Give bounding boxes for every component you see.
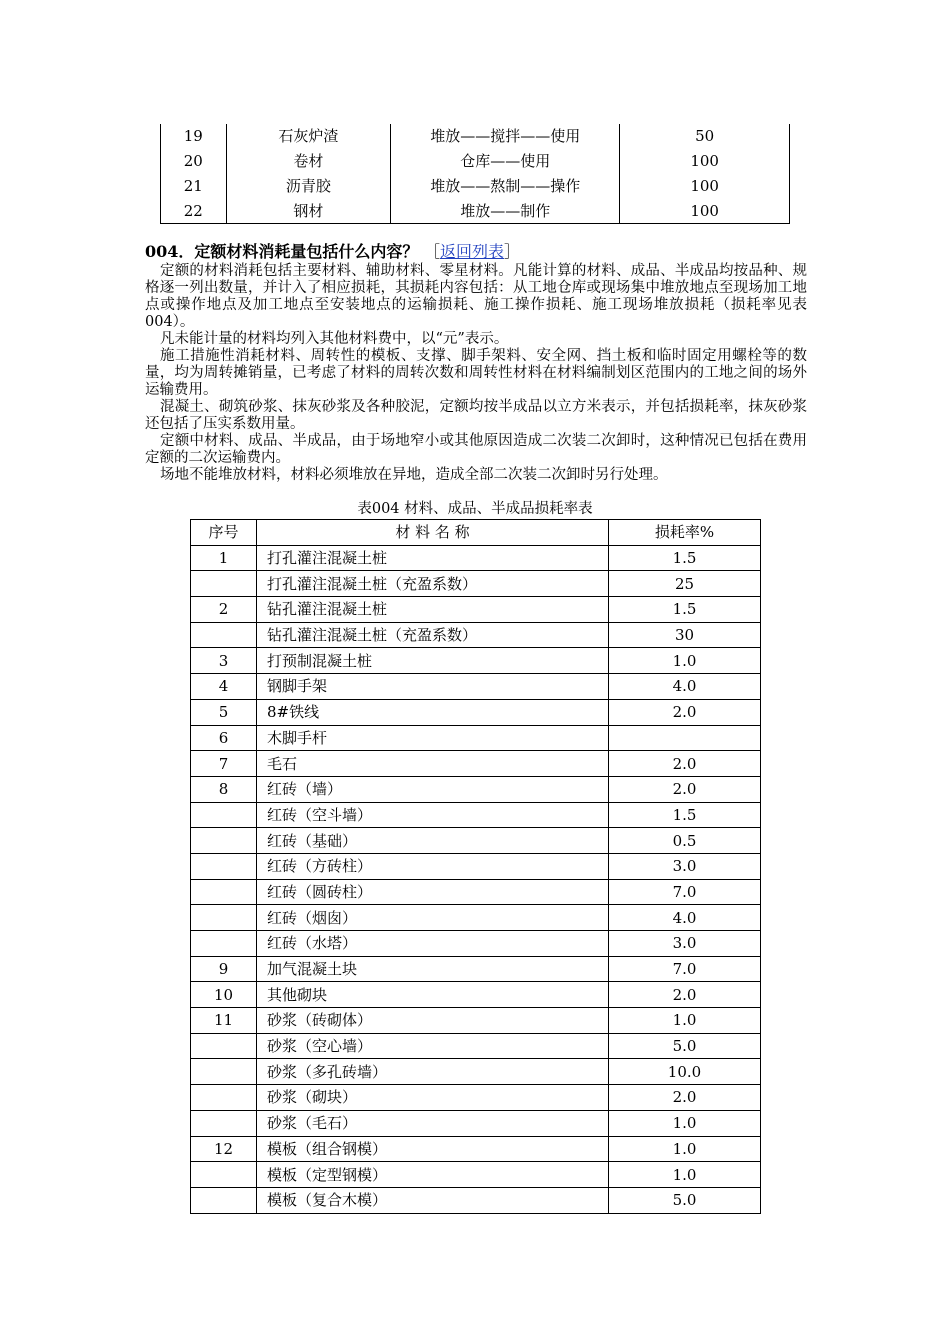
cell-material: 石灰炉渣 — [226, 124, 391, 149]
cell-no — [191, 931, 257, 957]
paragraph: 施工措施性消耗材料、周转性的模板、支撑、脚手架料、安全网、挡土板和临时固定用螺栓等的数量，均为周转摊销量，已考虑了材料的周转次数和周转性材料在材料编制划区范围内的工地之间的场外运输费用。 — [145, 348, 807, 398]
back-to-list-link[interactable]: 返回列表 — [440, 242, 505, 261]
cell-no: 22 — [161, 198, 227, 223]
header-no: 序号 — [191, 520, 257, 546]
table-row — [161, 198, 790, 223]
cell-no — [191, 1033, 257, 1059]
cell-rate: 1.0 — [609, 1162, 761, 1188]
header-rate: 损耗率% — [609, 520, 761, 546]
cell-name: 红砖（基础） — [257, 828, 609, 854]
table-row — [191, 1059, 761, 1085]
cell-name: 打预制混凝土桩 — [257, 648, 609, 674]
table-row — [191, 622, 761, 648]
cell-no: 4 — [191, 674, 257, 700]
table-row — [191, 931, 761, 957]
table-row — [191, 1136, 761, 1162]
cell-no: 12 — [191, 1136, 257, 1162]
cell-rate: 2.0 — [609, 776, 761, 802]
cell-rate: 100 — [620, 174, 790, 199]
table-row — [191, 1162, 761, 1188]
cell-rate: 2.0 — [609, 982, 761, 1008]
table-row — [191, 879, 761, 905]
cell-rate: 5.0 — [609, 1187, 761, 1213]
table-row — [191, 1008, 761, 1034]
cell-no — [191, 1085, 257, 1111]
question-heading — [145, 241, 520, 263]
cell-name: 砂浆（砖砌体） — [257, 1008, 609, 1034]
cell-name: 模板（定型钢模） — [257, 1162, 609, 1188]
cell-no — [191, 853, 257, 879]
table-row — [191, 597, 761, 623]
cell-name: 钢脚手架 — [257, 674, 609, 700]
cell-no — [191, 802, 257, 828]
cell-no: 10 — [191, 982, 257, 1008]
bracket-open: ［ — [423, 242, 440, 261]
table-row — [191, 674, 761, 700]
table-row — [191, 725, 761, 751]
body-text — [145, 263, 807, 484]
cell-material: 钢材 — [226, 198, 391, 223]
cell-rate: 2.0 — [609, 751, 761, 777]
cell-no — [191, 1162, 257, 1188]
paragraph: 场地不能堆放材料，材料必须堆放在异地，造成全部二次装二次卸时另行处理。 — [160, 467, 668, 483]
cell-name: 8#铁线 — [257, 699, 609, 725]
table-row — [191, 751, 761, 777]
transport-loss-table — [160, 124, 790, 224]
cell-rate: 3.0 — [609, 853, 761, 879]
cell-no: 9 — [191, 956, 257, 982]
cell-no: 21 — [161, 174, 227, 199]
cell-no — [191, 1187, 257, 1213]
cell-no — [191, 571, 257, 597]
cell-rate: 4.0 — [609, 905, 761, 931]
cell-rate: 1.0 — [609, 1110, 761, 1136]
cell-name: 木脚手杆 — [257, 725, 609, 751]
loss-rate-table — [190, 519, 761, 1214]
cell-name: 毛石 — [257, 751, 609, 777]
cell-no: 11 — [191, 1008, 257, 1034]
cell-name: 模板（复合木模） — [257, 1187, 609, 1213]
cell-rate — [609, 725, 761, 751]
cell-no: 3 — [191, 648, 257, 674]
cell-rate: 4.0 — [609, 674, 761, 700]
cell-rate: 100 — [620, 198, 790, 223]
table-row — [161, 149, 790, 174]
paragraph: 混凝土、砌筑砂浆、抹灰砂浆及各种胶泥，定额均按半成品以立方米表示，并包括损耗率，抹灰砂浆还包括了压实系数用量。 — [145, 399, 807, 432]
cell-rate: 1.0 — [609, 1008, 761, 1034]
paragraph: 凡未能计量的材料均列入其他材料费中，以“元”表示。 — [160, 331, 509, 347]
cell-name: 红砖（烟囱） — [257, 905, 609, 931]
cell-name: 钻孔灌注混凝土桩（充盈系数） — [257, 622, 609, 648]
cell-rate: 10.0 — [609, 1059, 761, 1085]
cell-name: 打孔灌注混凝土桩（充盈系数） — [257, 571, 609, 597]
cell-rate: 25 — [609, 571, 761, 597]
table-header-row — [191, 520, 761, 546]
table-row — [191, 1110, 761, 1136]
cell-no — [191, 879, 257, 905]
cell-no: 2 — [191, 597, 257, 623]
cell-rate: 1.0 — [609, 648, 761, 674]
cell-rate: 7.0 — [609, 879, 761, 905]
table-row — [191, 648, 761, 674]
table-row — [191, 699, 761, 725]
table-caption: 表004 材料、成品、半成品损耗率表 — [357, 501, 593, 517]
cell-rate: 50 — [620, 124, 790, 149]
table-row — [161, 124, 790, 149]
cell-name: 砂浆（多孔砖墙） — [257, 1059, 609, 1085]
cell-rate: 1.5 — [609, 545, 761, 571]
cell-material: 卷材 — [226, 149, 391, 174]
table-row — [191, 1187, 761, 1213]
table-row — [191, 828, 761, 854]
cell-material: 沥青胶 — [226, 174, 391, 199]
cell-name: 模板（组合钢模） — [257, 1136, 609, 1162]
table-row — [191, 853, 761, 879]
cell-name: 钻孔灌注混凝土桩 — [257, 597, 609, 623]
cell-name: 砂浆（砌块） — [257, 1085, 609, 1111]
cell-route: 仓库——使用 — [391, 149, 620, 174]
cell-no — [191, 905, 257, 931]
bracket-close: ］ — [504, 242, 521, 261]
cell-rate: 30 — [609, 622, 761, 648]
cell-rate: 1.5 — [609, 597, 761, 623]
cell-rate: 1.0 — [609, 1136, 761, 1162]
table-row — [191, 956, 761, 982]
cell-name: 其他砌块 — [257, 982, 609, 1008]
cell-route: 堆放——制作 — [391, 198, 620, 223]
table-row — [191, 982, 761, 1008]
cell-no: 7 — [191, 751, 257, 777]
cell-name: 红砖（墙） — [257, 776, 609, 802]
cell-name: 打孔灌注混凝土桩 — [257, 545, 609, 571]
cell-rate: 100 — [620, 149, 790, 174]
cell-name: 红砖（方砖柱） — [257, 853, 609, 879]
cell-name: 砂浆（毛石） — [257, 1110, 609, 1136]
table-row — [191, 776, 761, 802]
cell-name: 砂浆（空心墙） — [257, 1033, 609, 1059]
cell-rate: 1.5 — [609, 802, 761, 828]
cell-rate: 5.0 — [609, 1033, 761, 1059]
table-row — [191, 802, 761, 828]
header-name: 材 料 名 称 — [257, 520, 609, 546]
cell-rate: 0.5 — [609, 828, 761, 854]
cell-name: 加气混凝土块 — [257, 956, 609, 982]
table-row — [191, 545, 761, 571]
cell-name: 红砖（空斗墙） — [257, 802, 609, 828]
table-row — [191, 571, 761, 597]
cell-rate: 2.0 — [609, 1085, 761, 1111]
cell-no — [191, 1059, 257, 1085]
paragraph: 定额的材料消耗包括主要材料、辅助材料、零星材料。凡能计算的材料、成品、半成品均按品种、规格逐一列出数量，并计入了相应损耗，其损耗内容包括：从工地仓库或现场集中堆放地点至现场加工地点或操作地点及加工地点至安装地点的运输损耗、施工操作损耗、施工现场堆放损耗（损耗率见表004）。 — [145, 263, 807, 330]
table-row — [191, 1033, 761, 1059]
cell-rate: 7.0 — [609, 956, 761, 982]
cell-no: 1 — [191, 545, 257, 571]
paragraph: 定额中材料、成品、半成品，由于场地窄小或其他原因造成二次装二次卸时，这种情况已包括在费用定额的二次运输费内。 — [145, 433, 807, 466]
cell-route: 堆放——搅拌——使用 — [391, 124, 620, 149]
cell-no — [191, 828, 257, 854]
cell-rate: 2.0 — [609, 699, 761, 725]
cell-name: 红砖（水塔） — [257, 931, 609, 957]
cell-no — [191, 622, 257, 648]
table-row — [191, 1085, 761, 1111]
cell-rate: 3.0 — [609, 931, 761, 957]
cell-no: 8 — [191, 776, 257, 802]
cell-no: 19 — [161, 124, 227, 149]
cell-no — [191, 1110, 257, 1136]
cell-no: 20 — [161, 149, 227, 174]
table-row — [161, 174, 790, 199]
cell-no: 5 — [191, 699, 257, 725]
cell-name: 红砖（圆砖柱） — [257, 879, 609, 905]
cell-route: 堆放——熬制——操作 — [391, 174, 620, 199]
cell-no: 6 — [191, 725, 257, 751]
table-row — [191, 905, 761, 931]
question-title: 004．定额材料消耗量包括什么内容？ — [145, 242, 419, 261]
